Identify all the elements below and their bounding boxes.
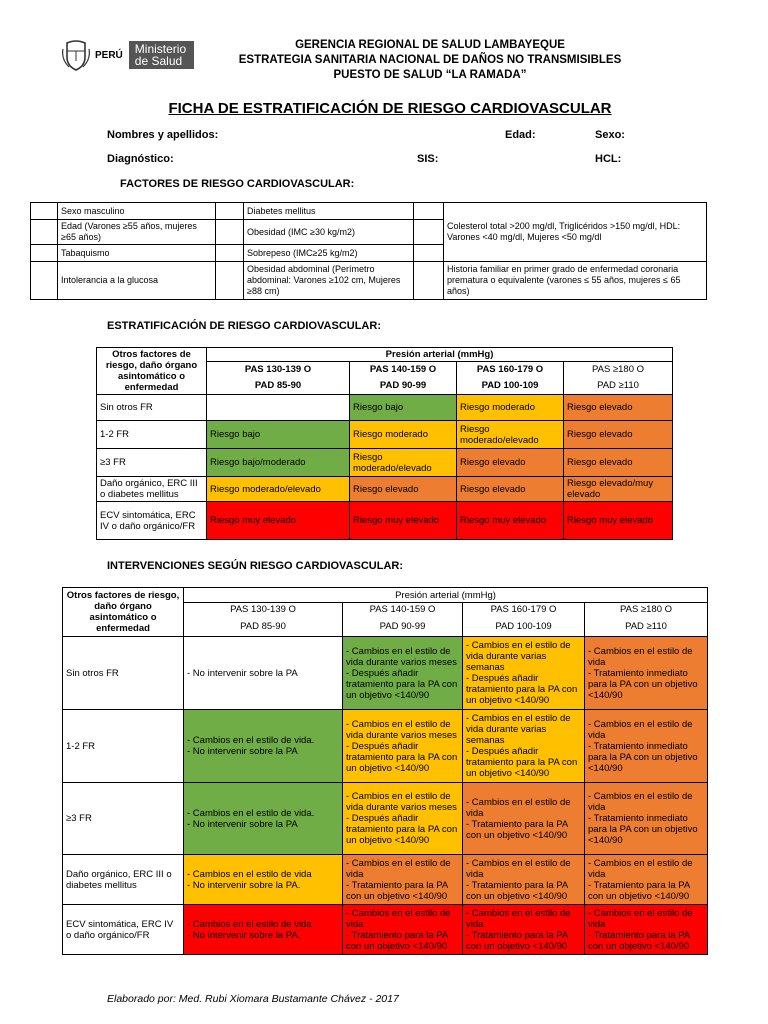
checkbox-cell[interactable] (31, 245, 58, 262)
interv-cell (585, 855, 708, 905)
strat-cell: Riesgo muy elevado (457, 502, 564, 540)
intervention-line: - Cambios en el estilo de vida (588, 718, 693, 741)
interv-bp-header: Presión arterial (mmHg) (184, 588, 708, 603)
intervention-line: - No intervenir sobre la PA (187, 746, 298, 757)
strat-corner-header: Otros factores de riesgo, daño órgano asintomático o enfermedad (97, 348, 207, 395)
intervention-line: - Cambios en el estilo de vida (588, 791, 693, 813)
intervention-line: - Tratamiento para la PA con un objetivo <140/90 (346, 879, 448, 902)
intervention-line: - Tratamiento inmediato para la PA con un objetivo <140/90 (588, 667, 698, 701)
checkbox-cell[interactable] (216, 245, 244, 262)
interv-cell (343, 710, 463, 783)
ministry-label: Ministerio de Salud (129, 41, 194, 69)
strat-bp-header: Presión arterial (mmHg) (207, 348, 673, 362)
strat-cell: Riesgo elevado (350, 477, 457, 502)
interv-cell (343, 855, 463, 905)
strat-pad-header: PAD ≥110 (564, 376, 673, 394)
age-label: Edad: (505, 129, 536, 141)
interv-cell (343, 905, 463, 955)
checkbox-cell[interactable] (216, 203, 244, 220)
intervention-line: - Después añadir tratamiento para la PA con un objetivo <140/90 (346, 740, 458, 774)
checkbox-cell[interactable] (414, 220, 444, 245)
interv-pad-header: PAD 90-99 (343, 617, 463, 637)
interv-cell (585, 710, 708, 783)
strat-cell: Riesgo muy elevado (564, 502, 673, 540)
stratification-table (96, 347, 673, 540)
interv-row-label: Sin otros FR (63, 637, 184, 710)
risk-factors-table (30, 202, 707, 300)
strat-row-label: 1-2 FR (97, 421, 207, 449)
strat-row-label: Sin otros FR (97, 395, 207, 421)
interv-cell (463, 783, 585, 855)
intervention-line: - Cambios en el estilo de vida. (187, 735, 315, 746)
strat-cell: Riesgo moderado/elevado (207, 477, 350, 502)
strat-cell: Riesgo elevado (564, 395, 673, 421)
intervention-line: - Cambios en el estilo de vida durante varias semanas (466, 640, 571, 673)
diagnosis-label: Diagnóstico: (107, 153, 174, 165)
intervention-line: - No intervenir sobre la PA. (187, 879, 301, 891)
intervention-line: - Cambios en el estilo de vida (346, 907, 451, 930)
strat-cell: Riesgo elevado (564, 449, 673, 477)
intervention-line: - Cambios en el estilo de vida (588, 645, 693, 668)
strat-row-label: ECV sintomática, ERC IV o daño orgánico/FR (97, 502, 207, 540)
interv-row-label: 1-2 FR (63, 710, 184, 783)
factor-item: Historia familiar en primer grado de enfermedad coronaria prematura o equivalente (varones ≤ 55 años, mujeres ≤ 65 años) (444, 262, 707, 300)
intervention-line: - Tratamiento para la PA con un objetivo <140/90 (588, 929, 690, 952)
intervention-line: - Tratamiento inmediato para la PA con un objetivo <140/90 (588, 740, 698, 774)
interv-cell (463, 905, 585, 955)
interv-cell (184, 855, 343, 905)
intervention-line: - Tratamiento inmediato para la PA con un objetivo <140/90 (588, 813, 698, 846)
interv-cell (585, 783, 708, 855)
strat-cell: Riesgo elevado (564, 421, 673, 449)
intervention-line: - Cambios en el estilo de vida durante varios meses (346, 718, 457, 741)
intervention-line: - Cambios en el estilo de vida (466, 857, 571, 880)
checkbox-cell[interactable] (216, 262, 244, 300)
factor-item: Diabetes mellitus (244, 203, 414, 220)
interventions-heading: INTERVENCIONES SEGÚN RIESGO CARDIOVASCULAR: (107, 560, 404, 572)
interv-cell (463, 637, 585, 710)
intervention-line: - Tratamiento para la PA con un objetivo <140/90 (346, 929, 448, 952)
intervention-line: - Tratamiento para la PA con un objetivo <140/90 (588, 879, 690, 902)
strat-cell: Riesgo moderado (350, 421, 457, 449)
checkbox-cell[interactable] (414, 262, 444, 300)
interv-cell (585, 637, 708, 710)
intervention-line: - Cambios en el estilo de vida durante varias semanas (466, 713, 571, 746)
intervention-line: - Después añadir tratamiento para la PA con un objetivo <140/90 (346, 667, 458, 701)
interv-pas-header: PAS 160-179 O (463, 603, 585, 617)
hcl-label: HCL: (595, 153, 622, 165)
interv-row-label: ECV sintomática, ERC IV o daño orgánico/FR (63, 905, 184, 955)
organization-header (210, 38, 650, 83)
org-line-2: ESTRATEGIA SANITARIA NACIONAL DE DAÑOS NO TRANSMISIBLES (238, 54, 622, 66)
strat-pas-header: PAS 130-139 O (207, 362, 350, 376)
checkbox-cell[interactable] (414, 245, 444, 262)
interv-pas-header: PAS 130-139 O (184, 603, 343, 617)
org-line-3: PUESTO DE SALUD “LA RAMADA” (333, 69, 527, 81)
intervention-line: - Cambios en el estilo de vida. (187, 807, 315, 819)
intervention-line: - Tratamiento para la PA con un objetivo <140/90 (466, 929, 568, 952)
factor-item: Colesterol total >200 mg/dl, Triglicéridos >150 mg/dl, HDL: Varones <40 mg/dl, Mujeres <50 mg/dl (444, 203, 707, 262)
author-footer: Elaborado por: Med. Rubi Xiomara Bustamante Chávez - 2017 (107, 993, 399, 1005)
intervention-line: - Cambios en el estilo de vida (466, 796, 571, 819)
factor-item: Edad (Varones ≥55 años, mujeres ≥65 años) (58, 220, 216, 245)
strat-cell: Riesgo elevado/muy elevado (564, 477, 673, 502)
checkbox-cell[interactable] (414, 203, 444, 220)
interv-row-label: Daño orgánico, ERC III o diabetes mellitus (63, 855, 184, 905)
factor-item: Intolerancia a la glucosa (58, 262, 216, 300)
intervention-line: - Cambios en el estilo de vida (466, 907, 571, 930)
country-label: PERÚ (95, 49, 123, 61)
intervention-line: - Cambios en el estilo de vida (187, 868, 312, 880)
strat-cell: Riesgo muy elevado (207, 502, 350, 540)
strat-cell: Riesgo moderado (457, 395, 564, 421)
intervention-line: - Cambios en el estilo de vida (187, 918, 312, 930)
strat-cell: Riesgo moderado/elevado (457, 421, 564, 449)
strat-cell: Riesgo elevado (457, 449, 564, 477)
factor-item: Obesidad (IMC ≥30 kg/m2) (244, 220, 414, 245)
strat-row-label: ≥3 FR (97, 449, 207, 477)
intervention-line: - No intervenir sobre la PA. (187, 929, 301, 941)
sis-label: SIS: (417, 153, 439, 165)
intervention-line: - Cambios en el estilo de vida durante varios meses (346, 645, 457, 668)
interv-pad-header: PAD 85-90 (184, 617, 343, 637)
strat-cell: Riesgo bajo (207, 421, 350, 449)
strat-heading: ESTRATIFICACIÓN DE RIESGO CARDIOVASCULAR: (107, 320, 381, 332)
interv-cell (463, 710, 585, 783)
factors-heading: FACTORES DE RIESGO CARDIOVASCULAR: (120, 178, 355, 190)
strat-pad-header: PAD 85-90 (207, 376, 350, 394)
interv-pas-header: PAS 140-159 O (343, 603, 463, 617)
strat-pad-header: PAD 100-109 (457, 376, 564, 394)
factor-item: Obesidad abdominal (Perímetro abdominal: Varones ≥102 cm, Mujeres ≥88 cm) (244, 262, 414, 300)
interv-cell (184, 905, 343, 955)
interv-corner-header: Otros factores de riesgo, daño órgano asintomático o enfermedad (63, 588, 184, 637)
org-line-1: GERENCIA REGIONAL DE SALUD LAMBAYEQUE (295, 39, 565, 51)
interv-row-label: ≥3 FR (63, 783, 184, 855)
factor-item: Sexo masculino (58, 203, 216, 220)
strat-cell: Riesgo elevado (457, 477, 564, 502)
interv-pas-header: PAS ≥180 O (585, 603, 708, 617)
document-title: FICHA DE ESTRATIFICACIÓN DE RIESGO CARDIOVASCULAR (168, 100, 612, 117)
interv-cell (184, 637, 343, 710)
factor-item: Sobrepeso (IMC≥25 kg/m2) (244, 245, 414, 262)
intervention-line: - Después añadir tratamiento para la PA con un objetivo <140/90 (466, 673, 578, 706)
name-label: Nombres y apellidos: (107, 129, 219, 141)
checkbox-cell[interactable] (31, 220, 58, 245)
strat-pas-header: PAS 140-159 O (350, 362, 457, 376)
strat-pas-header: PAS ≥180 O (564, 362, 673, 376)
strat-row-label: Daño orgánico, ERC III o diabetes mellitus (97, 477, 207, 502)
intervention-line: - Cambios en el estilo de vida durante varios meses (346, 791, 457, 813)
factor-item: Tabaquismo (58, 245, 216, 262)
strat-pad-header: PAD 90-99 (350, 376, 457, 394)
intervention-line: - Tratamiento para la PA con un objetivo <140/90 (466, 818, 568, 841)
intervention-line: - Cambios en el estilo de vida (588, 857, 693, 880)
interv-pad-header: PAD ≥110 (585, 617, 708, 637)
interv-cell (343, 637, 463, 710)
interv-cell (343, 783, 463, 855)
intervention-line: - No intervenir sobre la PA (187, 818, 298, 830)
checkbox-cell[interactable] (31, 203, 58, 220)
strat-cell: Riesgo moderado/elevado (350, 449, 457, 477)
ministry-logo (61, 37, 209, 73)
strat-cell: Riesgo bajo (350, 395, 457, 421)
interv-cell (585, 905, 708, 955)
checkbox-cell[interactable] (31, 262, 58, 300)
strat-cell (207, 395, 350, 421)
intervention-line: - Después añadir tratamiento para la PA con un objetivo <140/90 (466, 746, 578, 779)
intervention-line: - Después añadir tratamiento para la PA con un objetivo <140/90 (346, 813, 458, 846)
intervention-line: - No intervenir sobre la PA (187, 667, 298, 679)
intervention-line: - Cambios en el estilo de vida (588, 907, 693, 930)
interventions-table (62, 587, 708, 955)
strat-pas-header: PAS 160-179 O (457, 362, 564, 376)
checkbox-cell[interactable] (216, 220, 244, 245)
intervention-line: - Tratamiento para la PA con un objetivo <140/90 (466, 879, 568, 902)
interv-cell (463, 855, 585, 905)
interv-cell (184, 783, 343, 855)
interv-cell (184, 710, 343, 783)
intervention-line: - Cambios en el estilo de vida (346, 857, 451, 880)
sex-label: Sexo: (595, 129, 625, 141)
strat-cell: Riesgo muy elevado (350, 502, 457, 540)
interv-pad-header: PAD 100-109 (463, 617, 585, 637)
strat-cell: Riesgo bajo/moderado (207, 449, 350, 477)
coat-of-arms-icon (61, 39, 91, 71)
